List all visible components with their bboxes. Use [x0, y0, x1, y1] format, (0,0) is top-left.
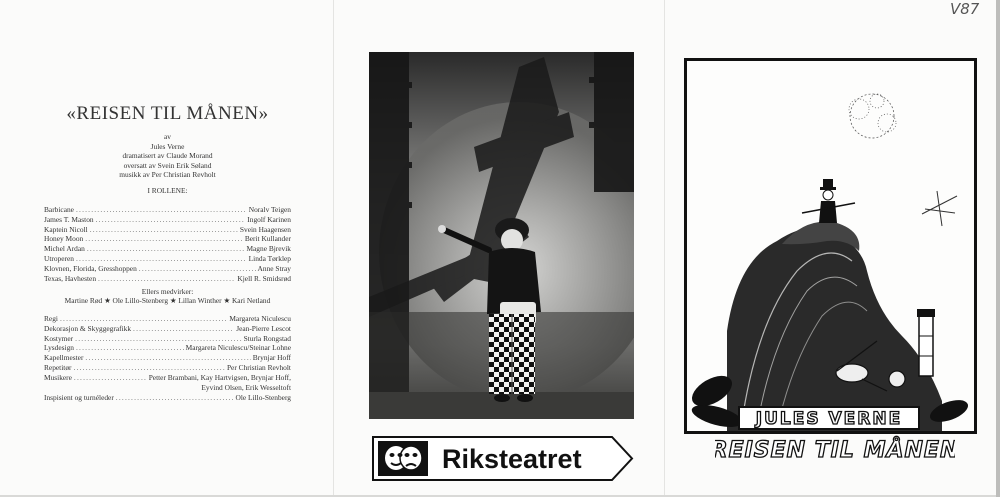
subtitle-lettering [715, 432, 955, 464]
crew-row [44, 373, 291, 383]
leader-dots [133, 324, 234, 334]
crew-list [44, 314, 291, 392]
wave-shape [727, 228, 942, 431]
role-row [44, 234, 291, 244]
crew-row [44, 363, 291, 373]
crew-row [44, 393, 291, 403]
lighthouse [917, 309, 935, 376]
extras-heading: Ellers medvirker: [141, 287, 194, 296]
logo-text: Riksteatret [442, 444, 582, 474]
crew-row [44, 324, 291, 334]
stage-photo [369, 52, 634, 419]
roles-heading: I ROLLENE: [147, 186, 188, 195]
role-name: Kaptein Nicoll [44, 224, 88, 234]
star-icon [922, 191, 957, 226]
leader-dots [74, 363, 225, 373]
role-name: Klovnen, Florida, Gresshoppen [44, 263, 137, 273]
crew-role: Kostymer [44, 333, 74, 343]
crew-name: Ole Lillo-Stenberg [235, 393, 291, 402]
leader-dots [74, 373, 147, 383]
leader-dots [76, 205, 247, 215]
crew-row [44, 334, 291, 344]
leader-dots [98, 274, 235, 284]
actor-name: Kjell R. Smidsrød [237, 273, 291, 283]
credit-line: dramatisert av Claude Morand [122, 151, 213, 161]
role-row [44, 274, 291, 284]
role-row [44, 264, 291, 274]
fold-line [333, 0, 334, 495]
extras-list: Martine Rød ★ Ole Lillo-Stenberg ★ Lillan Winther ★ Kari Netland [64, 296, 271, 305]
actor-name: Svein Haagensen [239, 224, 291, 234]
leader-dots [96, 215, 246, 225]
moon-cloud [849, 94, 896, 138]
crew-name: Margareta Niculescu [229, 314, 291, 323]
poster-subtitle [715, 432, 955, 464]
riksteatret-arrow-sign [372, 436, 634, 481]
author-name: JULES VERNE [755, 409, 903, 429]
credits-block [30, 132, 305, 180]
crew-role: Dekorasjon & Skyggegrafikk [44, 323, 132, 333]
stage-photo-illustration [369, 52, 634, 419]
actor-name: Anne Stray [257, 263, 291, 273]
leader-dots [139, 264, 256, 274]
crew-row [44, 314, 291, 324]
actor-name: Magne Bjrevik [246, 244, 291, 254]
leader-dots [116, 393, 234, 403]
crew-name: Margareta Niculescu/Steinar Lohne [185, 343, 291, 353]
leader-dots [90, 225, 238, 235]
figure-on-wave [802, 179, 855, 223]
credit-line: Jules Verne [150, 141, 185, 151]
riksteatret-logo [372, 436, 634, 481]
actor-name: Berit Kullander [244, 234, 291, 244]
actor-name: Linda Tørklep [248, 253, 291, 263]
leader-dots [60, 314, 227, 324]
role-row [44, 244, 291, 254]
crew-role: Repetitør [44, 362, 72, 372]
crew-name: Brynjar Hoff [252, 353, 291, 363]
page-title: «REISEN TIL MÅNEN» [66, 103, 269, 124]
role-row [44, 225, 291, 235]
role-name: Barbicane [44, 205, 74, 214]
actor-name: Ingolf Karinen [247, 214, 291, 224]
crew-name: Eyvind Olsen, Erik Wesseltoft [201, 382, 291, 392]
crew-name: Per Christian Revholt [226, 362, 291, 372]
page-edge [996, 0, 1000, 497]
leader-dots [76, 343, 184, 353]
role-row [44, 215, 291, 225]
leader-dots [85, 234, 243, 244]
poster-illustration [684, 58, 977, 434]
crew-role: Lysdesign [44, 343, 74, 353]
role-name: Michel Ardan [44, 244, 85, 254]
credit-line: musikk av Per Christian Revholt [119, 170, 216, 180]
credit-line: av [164, 132, 171, 141]
crew-role: Kapellmester [44, 353, 84, 363]
role-name: Honey Moon [44, 234, 84, 244]
crew-role: Regi [44, 314, 58, 323]
fold-line [664, 0, 665, 495]
crew-name: Sturla Rongstad [243, 333, 291, 343]
leader-dots [76, 254, 247, 264]
handwritten-note: V87 [950, 0, 980, 18]
leader-dots [87, 244, 245, 254]
wave-illustration [687, 61, 974, 431]
role-name: Utroperen [44, 253, 74, 263]
crew-name: Petter Brambani, Kay Hartvigsen, Brynjar Hoff, [148, 372, 291, 382]
actor-name: Noralv Teigen [248, 205, 291, 214]
crew-row-continued [44, 383, 291, 393]
theatre-masks-icon [385, 446, 422, 470]
credit-line: oversatt av Svein Erik Søland [123, 160, 212, 170]
leader-dots [75, 334, 241, 344]
crew-role: Musikere [44, 372, 72, 382]
cast-panel [30, 0, 305, 495]
role-row [44, 254, 291, 264]
crew-role: Inspisient og turnéleder [44, 393, 114, 402]
crew-row [44, 343, 291, 353]
subtitle-text: REISEN TIL MÅNEN [715, 438, 955, 463]
inspicient-list [44, 393, 291, 403]
role-name: James T. Maston [44, 214, 94, 224]
roles-list [44, 205, 291, 283]
crew-name: Jean-Pierre Lescot [236, 323, 291, 333]
role-row [44, 205, 291, 215]
leader-dots [85, 353, 250, 363]
crew-row [44, 353, 291, 363]
role-name: Texas, Havhesten [44, 273, 97, 283]
